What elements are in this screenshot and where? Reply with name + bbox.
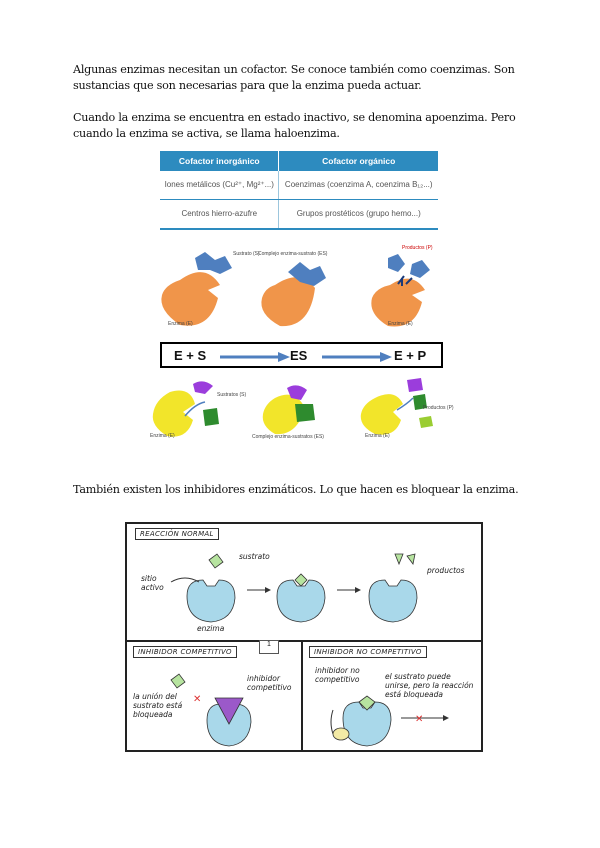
label-competitive-inhibitor: inhibidor competitivo xyxy=(247,674,292,692)
label-competitive-note: la unión del sustrato está bloqueada xyxy=(133,692,183,719)
noncompetitive-inhibitor-shape xyxy=(333,728,349,740)
panel-title-noncompetitive: INHIBIDOR NO COMPETITIVO xyxy=(309,646,427,658)
label-products-lower: Productos (P) xyxy=(423,405,454,411)
multi-substrate-illustration xyxy=(145,374,455,454)
table-header-inorganic: Cofactor inorgánico xyxy=(160,151,279,171)
page-mark: 1 xyxy=(259,640,279,654)
svg-text:✕: ✕ xyxy=(193,694,202,705)
label-enzyme-right-lower: Enzima (E) xyxy=(365,433,390,439)
panel-title-competitive: INHIBIDOR COMPETITIVO xyxy=(133,646,237,658)
reaction-equation-box xyxy=(160,342,443,368)
label-complex: Complejo enzima-sustrato (ES) xyxy=(258,251,328,257)
paragraph-inhibitors: También existen los inhibidores enzimáticos. Lo que hacen es bloquear la enzima. xyxy=(73,483,519,496)
substrate-shape xyxy=(195,252,232,274)
noncompetitive-inhibitor-drawing xyxy=(303,642,481,752)
normal-reaction-drawing xyxy=(127,524,481,640)
table-header-organic: Cofactor orgánico xyxy=(279,151,438,171)
table-cell: Grupos prostéticos (grupo hemo...) xyxy=(279,200,438,230)
enzyme-shape xyxy=(161,272,220,326)
product-lime xyxy=(419,416,433,428)
label-noncompetitive-note: el sustrato puede unirse, pero la reacción está bloqueada xyxy=(385,672,474,699)
label-products: Productos (P) xyxy=(402,245,433,251)
enzyme-shape xyxy=(369,580,417,622)
cofactor-table xyxy=(160,151,438,230)
equation-left: E + S xyxy=(174,348,207,363)
label-enzyme-right: Enzima (E) xyxy=(388,321,413,327)
paragraph-cofactor: Algunas enzimas necesitan un cofactor. Se conoce también como coenzimas. Son sustancias que son necesarias para que la enzima pueda actuar. xyxy=(73,63,515,92)
table-cell: Coenzimas (coenzima A, coenzima B₁₂...) xyxy=(279,171,438,200)
arrow-right-icon xyxy=(220,352,290,362)
enzyme-shape xyxy=(261,277,315,326)
inhibitor-comic xyxy=(125,522,483,752)
label-substrate: Sustrato (S) xyxy=(233,251,260,257)
equation-right: E + P xyxy=(394,348,427,363)
enzyme-shape xyxy=(187,580,235,622)
label-sitio-activo: sitio activo xyxy=(141,574,164,592)
svg-text:✕: ✕ xyxy=(415,714,424,725)
product-violet xyxy=(407,378,423,392)
enzyme-shape xyxy=(153,391,195,437)
substrate-violet xyxy=(193,381,213,394)
label-enzyme-left-lower: Enzima (E) xyxy=(150,433,175,439)
panel-title-normal: REACCIÓN NORMAL xyxy=(135,528,219,540)
paragraph-apoenzyme: Cuando la enzima se encuentra en estado inactivo, se denomina apoenzima. Pero cuando la enzima se activa, se llama haloenzima. xyxy=(73,111,516,140)
label-sustrato: sustrato xyxy=(239,552,270,561)
arrow-right-icon xyxy=(322,352,392,362)
table-cell: Centros hierro-azufre xyxy=(160,200,279,230)
competitive-inhibitor-drawing xyxy=(127,642,301,752)
label-productos: productos xyxy=(427,566,465,575)
enzyme-shape xyxy=(371,279,425,327)
label-enzyme-left: Enzima (E) xyxy=(168,321,193,327)
enzyme-shape xyxy=(361,394,403,435)
label-complex-lower: Complejo enzima-sustratos (ES) xyxy=(252,434,324,440)
label-enzima: enzima xyxy=(197,624,225,633)
product-shape xyxy=(388,254,405,272)
label-substrates: Sustratos (S) xyxy=(217,392,247,398)
label-noncompetitive-inhibitor: inhibidor no competitivo xyxy=(315,666,360,684)
substrate-green xyxy=(295,404,315,422)
product-shape xyxy=(410,260,430,278)
table-cell: Iones metálicos (Cu²⁺, Mg²⁺...) xyxy=(160,171,279,200)
substrate-green xyxy=(203,408,219,426)
equation-middle: ES xyxy=(290,348,308,363)
